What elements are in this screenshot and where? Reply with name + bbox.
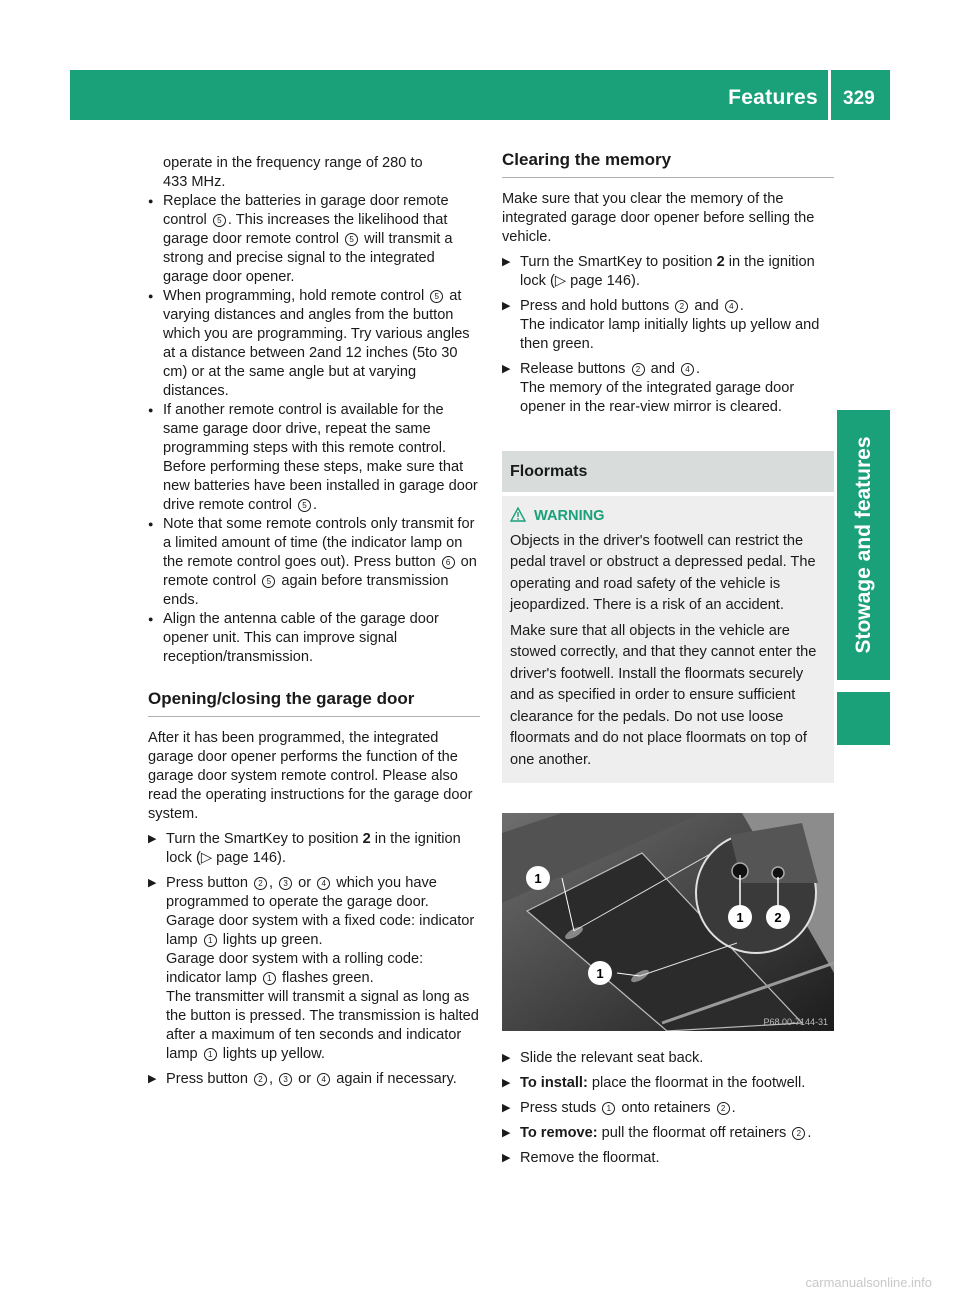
callout-6: 6 <box>442 556 455 569</box>
warning-triangle-icon <box>510 507 526 522</box>
section-paragraph: Make sure that you clear the memory of the integrated garage door opener before selling the vehicle. <box>502 191 815 245</box>
callout-4: 4 <box>317 1073 330 1086</box>
step-item: ▶ To remove: pull the floormat off retainers 2 . <box>502 1124 834 1143</box>
step-item: ▶ Remove the floormat. <box>502 1149 834 1168</box>
side-tab-label: Stowage and features <box>852 436 875 654</box>
chapter-title: Features <box>728 86 818 109</box>
svg-text:1: 1 <box>534 871 542 886</box>
callout-5: 5 <box>430 290 443 303</box>
callout-5: 5 <box>213 214 226 227</box>
callout-2: 2 <box>632 363 645 376</box>
bullet-item: ● Replace the batteries in garage door remote control 5 . This increases the likelihood that garage door remote control 5 will transmit a strong and precise signal to the integrated garage door opener. <box>148 192 480 287</box>
step-item: ▶ Press button 2 , 3 or 4 again if necessary. <box>148 1070 480 1089</box>
step-detail: The transmitter will transmit a signal as long as the button is pressed. The transmission is halted after a maximum of ten seconds and indicator lamp 1 lights up yellow. <box>166 989 479 1062</box>
intro-text: operate in the frequency range of 280 to 433 MHz. <box>163 155 423 190</box>
left-column <box>148 154 480 1089</box>
callout-5: 5 <box>298 499 311 512</box>
step-item: ▶ Slide the relevant seat back. <box>502 1049 834 1068</box>
warning-title: WARNING <box>510 506 826 528</box>
callout-4: 4 <box>317 877 330 890</box>
callout-1: 1 <box>204 1048 217 1061</box>
step-item: ▶ Press studs 1 onto retainers 2 . <box>502 1099 834 1118</box>
step-detail: Garage door system with a fixed code: indicator lamp 1 lights up green. <box>166 913 475 948</box>
svg-text:1: 1 <box>596 966 604 981</box>
right-column <box>502 150 834 1168</box>
callout-2: 2 <box>717 1102 730 1115</box>
svg-text:2: 2 <box>774 910 782 925</box>
bullet-item: ● Align the antenna cable of the garage door opener unit. This can improve signal reception/transmission. <box>148 610 480 667</box>
callout-3: 3 <box>279 877 292 890</box>
floormat-photo <box>502 813 834 1031</box>
step-item: ▶ Press button 2 , 3 or 4 which you have programmed to operate the garage door. <box>148 874 480 912</box>
step-item: ▶ Turn the SmartKey to position 2 in the ignition lock (▷ page 146). <box>148 830 480 868</box>
floormats-heading: Floormats <box>502 451 834 492</box>
step-item: ▶ To install: place the floormat in the footwell. <box>502 1074 834 1093</box>
svg-text:1: 1 <box>736 910 744 925</box>
callout-5: 5 <box>345 233 358 246</box>
photo-callout-1 <box>588 961 612 985</box>
page-ref-arrow-icon: ▷ <box>200 850 213 866</box>
callout-2: 2 <box>792 1127 805 1140</box>
section-paragraph: After it has been programmed, the integrated garage door opener performs the function of the garage door system remote control. Please also read the operating instructions for the garage door system. <box>148 730 473 822</box>
callout-5: 5 <box>262 575 275 588</box>
side-marker <box>837 692 890 745</box>
callout-4: 4 <box>725 300 738 313</box>
section-heading: Clearing the memory <box>502 150 834 178</box>
step-item: ▶ Press and hold buttons 2 and 4 . <box>502 297 834 316</box>
header-separator <box>828 70 831 120</box>
step-item: ▶ Turn the SmartKey to position 2 in the ignition lock (▷ page 146). <box>502 253 834 291</box>
section-heading: Opening/closing the garage door <box>148 689 480 717</box>
photo-callout-2 <box>766 905 790 929</box>
photo-callout-1 <box>728 905 752 929</box>
photo-code: P68.00-7144-31 <box>763 1017 828 1027</box>
callout-1: 1 <box>602 1102 615 1115</box>
warning-text: Make sure that all objects in the vehicle are stowed correctly, and that they cannot enter the driver's footwell. Install the floormats securely and as specified in order to ensure sufficient clearance for the pedals. Do not use loose floormats and do not place floormats on top of one another. <box>510 622 817 768</box>
callout-1: 1 <box>204 934 217 947</box>
callout-4: 4 <box>681 363 694 376</box>
callout-3: 3 <box>279 1073 292 1086</box>
callout-2: 2 <box>675 300 688 313</box>
callout-1: 1 <box>263 972 276 985</box>
callout-2: 2 <box>254 877 267 890</box>
callout-2: 2 <box>254 1073 267 1086</box>
warning-text: Objects in the driver's footwell can restrict the pedal travel or obstruct a depressed pedal. The operating and road safety of the vehicle is jeopardized. There is a risk of an accident. <box>510 532 816 613</box>
step-item: ▶ Release buttons 2 and 4 . <box>502 360 834 379</box>
step-detail: The memory of the integrated garage door opener in the rear-view mirror is cleared. <box>520 380 795 415</box>
bullet-item: ● If another remote control is available for the same garage door drive, repeat the same programming steps with this remote control. Before performing these steps, make sure that new batteries have been installed in garage door drive remote control 5 . <box>148 401 480 515</box>
bullet-item: ● Note that some remote controls only transmit for a limited amount of time (the indicator lamp on the remote control goes out). Press button 6 on remote control 5 again before transmission ends. <box>148 515 480 610</box>
watermark: carmanualsonline.info <box>805 1275 932 1290</box>
warning-box <box>502 496 834 783</box>
bullet-item: ● When programming, hold remote control 5 at varying distances and angles from the button which you are programming. Try various angles at a distance between 2and 12 inches (5to 30 cm) or at the same angle but at varying distances. <box>148 287 480 401</box>
step-detail: The indicator lamp initially lights up yellow and then green. <box>520 317 820 352</box>
photo-callout-1 <box>526 866 550 890</box>
step-detail: Garage door system with a rolling code: indicator lamp 1 flashes green. <box>166 951 424 986</box>
page-number: 329 <box>843 88 875 109</box>
page-ref-arrow-icon: ▷ <box>554 273 567 289</box>
